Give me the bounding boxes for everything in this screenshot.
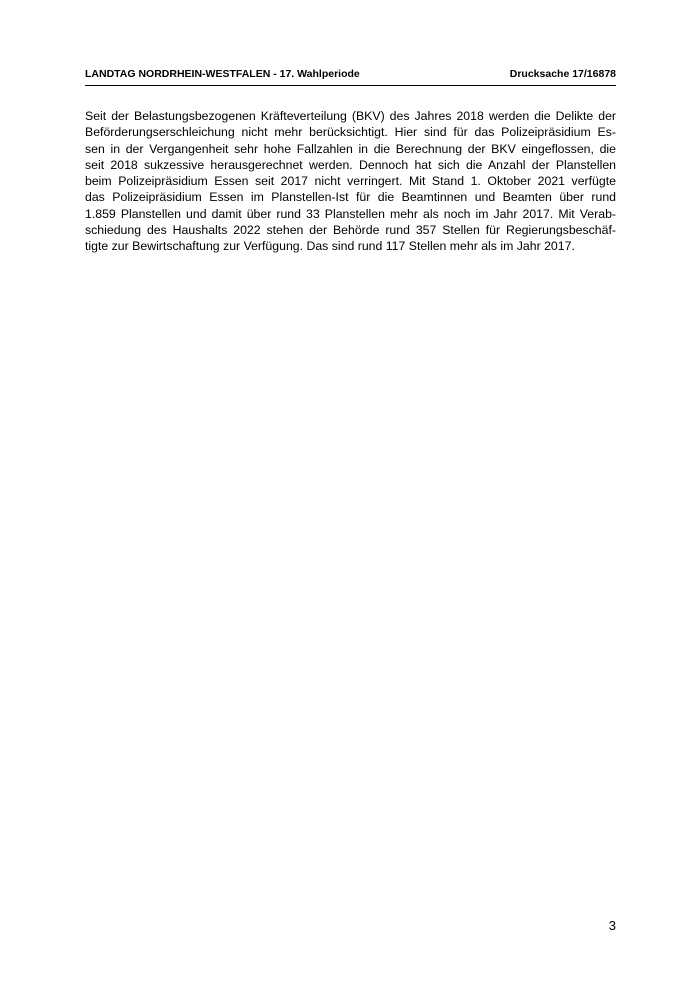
paragraph-line: seit 2018 sukzessive herausgerechnet werden. Dennoch hat sich die Anzahl der Planstellen	[85, 157, 616, 172]
page-number: 3	[608, 918, 616, 933]
page-header	[85, 67, 616, 86]
paragraph-line: das Polizeipräsidium Essen im Planstellen-Ist für die Beamtinnen und Beamten über rund	[85, 190, 616, 205]
header-parliament-title: LANDTAG NORDRHEIN-WESTFALEN - 17. Wahlperiode	[85, 68, 360, 80]
header-document-number: Drucksache 17/16878	[509, 68, 616, 80]
body-paragraph	[85, 108, 616, 255]
paragraph-line: schiedung des Haushalts 2022 stehen der Behörde rund 357 Stellen für Regierungsbeschäf-	[85, 223, 616, 238]
paragraph-line: Beförderungserschleichung nicht mehr berücksichtigt. Hier sind für das Polizeipräsidium Es-	[85, 125, 616, 140]
paragraph-line: sen in der Vergangenheit sehr hohe Fallzahlen in die Berechnung der BKV eingeflossen, die	[85, 141, 616, 156]
paragraph-line: beim Polizeipräsidium Essen seit 2017 nicht verringert. Mit Stand 1. Oktober 2021 verfügte	[85, 174, 616, 189]
paragraph-line: 1.859 Planstellen und damit über rund 33 Planstellen mehr als noch im Jahr 2017. Mit Verab-	[85, 206, 616, 221]
paragraph-line: Seit der Belastungsbezogenen Kräfteverteilung (BKV) des Jahres 2018 werden die Delikte der	[85, 109, 616, 123]
paragraph-line: tigte zur Bewirtschaftung zur Verfügung. Das sind rund 117 Stellen mehr als im Jahr 2017.	[85, 239, 575, 254]
